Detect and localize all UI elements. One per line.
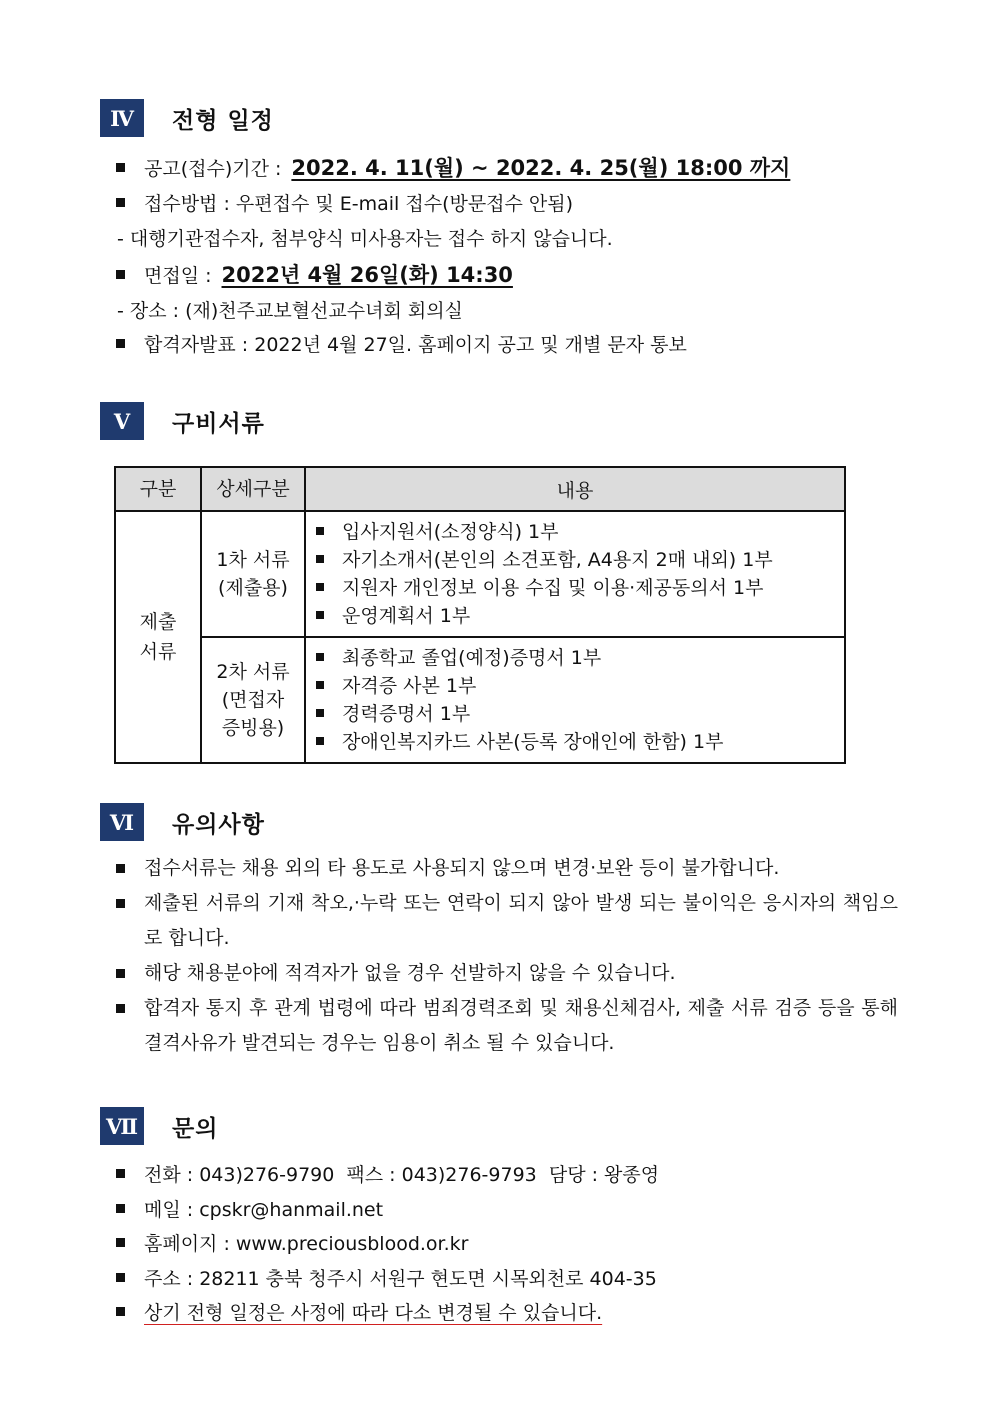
- square-bullet-icon: [116, 899, 125, 908]
- list-item: [316, 602, 834, 630]
- square-bullet-icon: [116, 1169, 125, 1178]
- square-bullet-icon: [116, 163, 125, 172]
- list-item: [316, 546, 834, 574]
- notice-text: 제출된 서류의 기재 착오,·누락 또는 연락이 되지 않아 발생 되는 불이익은 응시자의 책임으로 합니다.: [144, 892, 898, 949]
- method-line: [116, 189, 573, 216]
- section-7-title: 문의: [172, 1115, 219, 1142]
- square-bullet-icon: [316, 653, 324, 661]
- period-value: 2022. 4. 11(월) ~ 2022. 4. 25(월) 18:00 까지: [291, 156, 791, 180]
- square-bullet-icon: [116, 1204, 125, 1213]
- square-bullet-icon: [116, 864, 125, 873]
- section-6-title: 유의사항: [172, 811, 265, 838]
- square-bullet-icon: [316, 681, 324, 689]
- square-bullet-icon: [116, 1238, 125, 1247]
- list-item: [316, 518, 834, 546]
- method-text: 접수방법 : 우편접수 및 E-mail 접수(방문접수 안됨): [144, 193, 574, 215]
- notice-item: [116, 851, 898, 886]
- list-item: [316, 672, 834, 700]
- list-item-text: 자격증 사본 1부: [342, 675, 477, 697]
- section-5-numeral: Ⅴ: [100, 402, 144, 440]
- content-cell: [305, 511, 845, 637]
- interview-label: 면접일 :: [144, 265, 212, 287]
- section-4-header: [100, 99, 274, 137]
- list-item-text: 자기소개서(본인의 소견포함, A4용지 2매 내외) 1부: [342, 549, 773, 571]
- table-row: [115, 511, 845, 637]
- contact-phone-line: [116, 1160, 659, 1187]
- notice-item: [116, 886, 898, 956]
- section-7-numeral: Ⅶ: [100, 1107, 144, 1145]
- notice-text: 해당 채용분야에 적격자가 없을 경우 선발하지 않을 수 있습니다.: [144, 962, 676, 984]
- notice-text: 합격자 통지 후 관계 법령에 따라 범죄경력조회 및 채용신체검사, 제출 서류 검증 등을 통해 결격사유가 발견되는 경우는 임용이 취소 될 수 있습니다.: [144, 997, 898, 1054]
- square-bullet-icon: [116, 1307, 125, 1316]
- list-item: [316, 728, 834, 756]
- list-item: [316, 644, 834, 672]
- table-row: [115, 637, 845, 763]
- section-5-title: 구비서류: [172, 410, 265, 437]
- method-note: - 대행기관접수자, 첨부양식 미사용자는 접수 하지 않습니다.: [117, 228, 613, 250]
- square-bullet-icon: [116, 339, 125, 348]
- section-7-header: [100, 1107, 218, 1145]
- section-4-title: 전형 일정: [172, 107, 274, 134]
- header-subcategory: 상세구분: [201, 467, 305, 511]
- list-item-text: 운영계획서 1부: [342, 605, 471, 627]
- subcategory-cell: 2차 서류 (면접자 증빙용): [201, 637, 305, 763]
- documents-table: [114, 466, 846, 764]
- square-bullet-icon: [316, 555, 324, 563]
- square-bullet-icon: [316, 737, 324, 745]
- square-bullet-icon: [316, 611, 324, 619]
- list-item-text: 장애인복지카드 사본(등록 장애인에 한함) 1부: [342, 731, 724, 753]
- contact-address-line: [116, 1264, 657, 1291]
- content-cell: [305, 637, 845, 763]
- header-category: 구분: [115, 467, 201, 511]
- list-item-text: 경력증명서 1부: [342, 703, 471, 725]
- table-header-row: [115, 467, 845, 511]
- document-list: [316, 644, 834, 756]
- section-5-header: [100, 402, 265, 440]
- schedule-notice-line: [116, 1298, 602, 1325]
- contact-address: 주소 : 28211 충북 청주시 서원구 현도면 시목외천로 404-35: [144, 1268, 657, 1290]
- square-bullet-icon: [116, 270, 125, 279]
- header-content: 내용: [305, 467, 845, 511]
- list-item: [316, 574, 834, 602]
- list-item-text: 지원자 개인정보 이용 수집 및 이용·제공동의서 1부: [342, 577, 764, 599]
- contact-homepage: 홈페이지 : www.preciousblood.or.kr: [144, 1233, 469, 1255]
- notice-item: [116, 991, 898, 1061]
- interview-value: 2022년 4월 26일(화) 14:30: [221, 263, 513, 287]
- category-cell: 제출 서류: [115, 511, 201, 763]
- subcategory-cell: 1차 서류 (제출용): [201, 511, 305, 637]
- section-4-numeral: Ⅳ: [100, 99, 144, 137]
- contact-email-line: [116, 1195, 383, 1222]
- document-list: [316, 518, 834, 630]
- square-bullet-icon: [116, 1004, 125, 1013]
- schedule-notice: 상기 전형 일정은 사정에 따라 다소 변경될 수 있습니다.: [144, 1302, 603, 1324]
- square-bullet-icon: [316, 709, 324, 717]
- result-text: 합격자발표 : 2022년 4월 27일. 홈페이지 공고 및 개별 문자 통보: [144, 334, 687, 356]
- contact-homepage-line: [116, 1229, 468, 1256]
- contact-email: 메일 : cpskr@hanmail.net: [144, 1199, 384, 1221]
- interview-line: [116, 259, 513, 289]
- notice-text: 접수서류는 채용 외의 타 용도로 사용되지 않으며 변경·보완 등이 불가합니다.: [144, 857, 780, 879]
- notice-item: [116, 956, 898, 991]
- square-bullet-icon: [316, 583, 324, 591]
- list-item-text: 입사지원서(소정양식) 1부: [342, 521, 559, 543]
- contact-phone: 전화 : 043)276-9790 팩스 : 043)276-9793 담당 : 왕종영: [144, 1164, 660, 1186]
- section-6-header: [100, 803, 265, 841]
- interview-place: - 장소 : (재)천주교보혈선교수녀회 회의실: [117, 300, 463, 322]
- list-item-text: 최종학교 졸업(예정)증명서 1부: [342, 647, 602, 669]
- period-label: 공고(접수)기간 :: [144, 158, 282, 180]
- square-bullet-icon: [116, 969, 125, 978]
- list-item: [316, 700, 834, 728]
- square-bullet-icon: [116, 198, 125, 207]
- section-6-numeral: Ⅵ: [100, 803, 144, 841]
- result-line: [116, 330, 687, 357]
- square-bullet-icon: [116, 1273, 125, 1282]
- period-line: [116, 152, 790, 182]
- square-bullet-icon: [316, 527, 324, 535]
